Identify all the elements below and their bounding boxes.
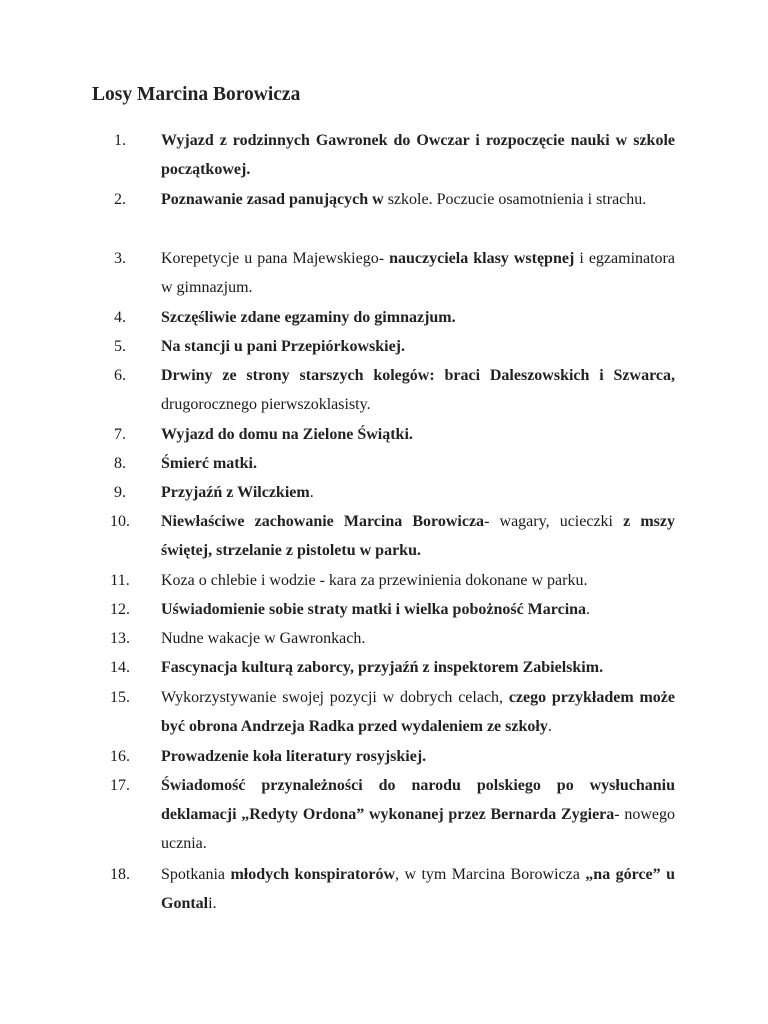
item-text bbox=[161, 244, 675, 302]
item-number: 1. bbox=[114, 132, 126, 149]
text-segment: - nowego ucznia. bbox=[161, 806, 676, 853]
text-segment: szkole. Poczucie osamotnienia i strachu. bbox=[383, 191, 647, 208]
bold-text-segment: Drwiny ze strony starszych kolegów: braci Daleszowskich i Szwarca, bbox=[161, 367, 675, 384]
text-segment: i egzaminatora w gimnazjum. bbox=[161, 250, 675, 297]
bold-text-segment: Świadomość przynależności do narodu polskiego po wysłuchaniu deklamacji „Redyty Ordona” wykonanej przez Bernarda Zygiera bbox=[161, 777, 675, 824]
item-number: 14. bbox=[110, 659, 130, 676]
item-text bbox=[161, 683, 675, 741]
item-number: 10. bbox=[110, 513, 130, 530]
bold-text-segment: czego przykładem może być obrona Andrzeja Radka przed wydaleniem ze szkoły bbox=[161, 689, 675, 736]
item-text bbox=[161, 478, 675, 507]
text-segment: . bbox=[309, 484, 314, 501]
item-text bbox=[161, 420, 675, 449]
bold-text-segment: Uświadomienie sobie straty matki i wielka pobożność Marcina bbox=[161, 601, 587, 618]
text-segment: i. bbox=[208, 895, 217, 913]
bold-text-segment: Szczęśliwie zdane egzaminy do gimnazjum. bbox=[161, 309, 456, 326]
item-text bbox=[161, 507, 675, 565]
item-text bbox=[161, 185, 675, 214]
item-text bbox=[161, 742, 675, 771]
item-text bbox=[161, 303, 675, 332]
item-text bbox=[161, 449, 675, 478]
item-text bbox=[161, 860, 675, 918]
bold-text-segment: z mszy świętej, strzelanie z pistoletu w parku. bbox=[161, 513, 675, 560]
item-text bbox=[161, 566, 675, 595]
text-segment: Nudne wakacje w Gawronkach. bbox=[161, 630, 366, 647]
text-segment: drugorocznego pierwszoklasisty. bbox=[161, 396, 371, 414]
item-number: 5. bbox=[114, 338, 126, 355]
item-number: 15. bbox=[110, 689, 130, 706]
bold-text-segment: Przyjaźń z Wilczkiem bbox=[161, 484, 310, 501]
item-number: 9. bbox=[114, 484, 126, 501]
item-text bbox=[161, 653, 675, 682]
bold-text-segment: młodych konspiratorów bbox=[230, 866, 396, 883]
document-title: Losy Marcina Borowicza bbox=[92, 84, 301, 105]
text-segment: Koza o chlebie i wodzie - kara za przewinienia dokonane w parku. bbox=[161, 572, 588, 589]
bold-text-segment: Wyjazd do domu na Zielone Świątki. bbox=[161, 426, 413, 443]
bold-text-segment: Niewłaściwe zachowanie Marcina Borowicza bbox=[161, 513, 485, 530]
bold-text-segment: Poznawanie zasad panujących w bbox=[161, 191, 384, 208]
item-number: 3. bbox=[114, 250, 126, 267]
bold-text-segment: „na górce” u Gontal bbox=[161, 866, 675, 913]
item-number: 8. bbox=[114, 455, 126, 472]
item-text bbox=[161, 126, 675, 184]
item-number: 16. bbox=[110, 748, 130, 765]
item-number: 17. bbox=[110, 777, 130, 794]
bold-text-segment: Wyjazd z rodzinnych Gawronek do Owczar i rozpoczęcie nauki w szkole początkowej. bbox=[161, 132, 675, 179]
item-number: 13. bbox=[110, 630, 130, 647]
text-segment: . bbox=[547, 718, 552, 736]
text-segment: Korepetycje u pana Majewskiego- bbox=[161, 250, 390, 267]
item-number: 6. bbox=[114, 367, 126, 384]
text-segment: Spotkania bbox=[161, 866, 231, 883]
text-segment: , w tym Marcina Borowicza bbox=[395, 866, 586, 883]
bold-text-segment: nauczyciela klasy wstępnej bbox=[389, 250, 575, 267]
item-number: 7. bbox=[114, 426, 126, 443]
bold-text-segment: Śmierć matki. bbox=[161, 455, 257, 472]
bold-text-segment: Prowadzenie koła literatury rosyjskiej. bbox=[161, 748, 427, 765]
item-text bbox=[161, 624, 675, 653]
item-text bbox=[161, 595, 675, 624]
item-text bbox=[161, 332, 675, 361]
text-segment: - wagary, ucieczki bbox=[484, 513, 624, 530]
item-number: 4. bbox=[114, 309, 126, 326]
bold-text-segment: Na stancji u pani Przepiórkowskiej. bbox=[161, 338, 405, 355]
text-segment: Wykorzystywanie swojej pozycji w dobrych celach, bbox=[161, 689, 509, 706]
item-number: 2. bbox=[114, 191, 126, 208]
item-number: 12. bbox=[110, 601, 130, 618]
item-text bbox=[161, 771, 675, 859]
item-number: 11. bbox=[110, 572, 130, 589]
text-segment: . bbox=[586, 601, 591, 618]
item-text bbox=[161, 361, 675, 419]
bold-text-segment: Fascynacja kulturą zaborcy, przyjaźń z inspektorem Zabielskim. bbox=[161, 659, 604, 676]
item-number: 18. bbox=[110, 866, 130, 883]
